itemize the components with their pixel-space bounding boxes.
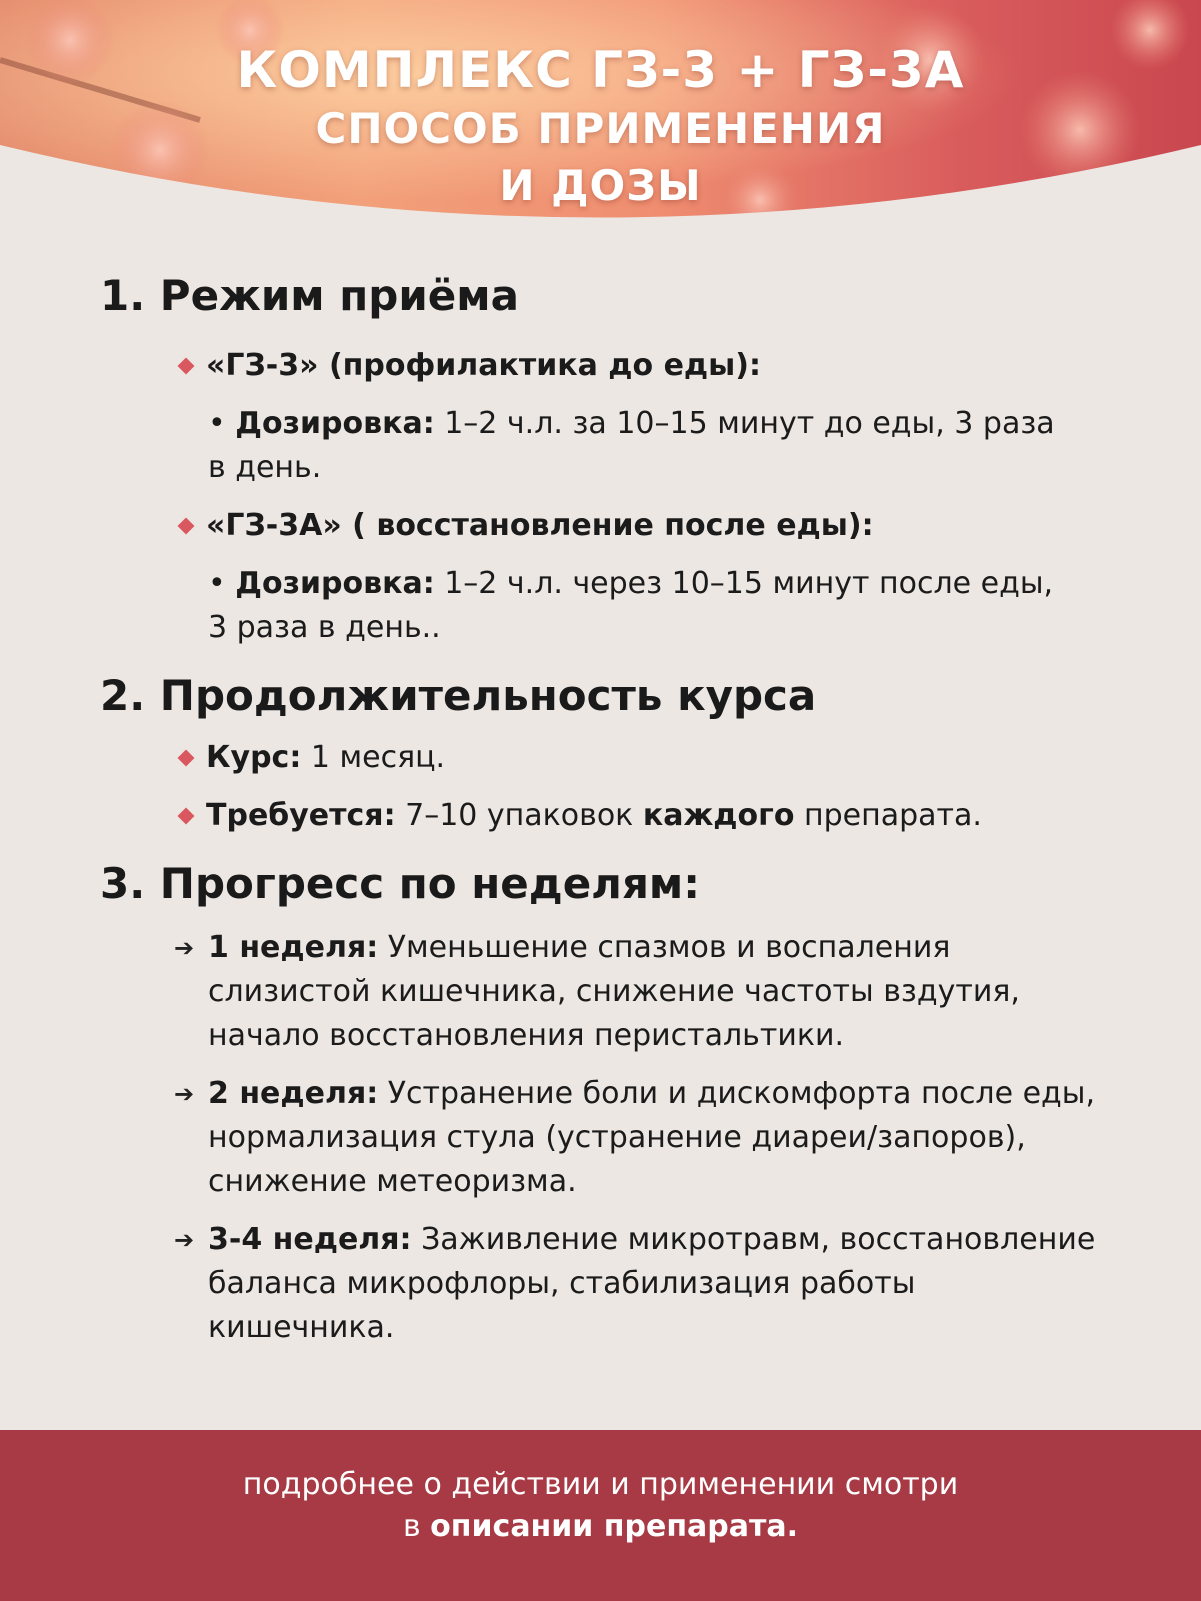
week-label: 3-4 неделя:	[208, 1222, 412, 1257]
dose-value: 1–2 ч.л. за 10–15 минут до еды, 3 раза в день.	[208, 406, 1055, 485]
bullet: •	[208, 566, 236, 601]
required-value: 7–10 упаковок	[395, 798, 643, 833]
course-label: Курс:	[206, 740, 302, 775]
list-item	[174, 504, 1100, 548]
week-description: Заживление микротравм, восстановление баланса микрофлоры, стабилизация работы кишечника.	[208, 1222, 1096, 1345]
dose-label: Дозировка:	[235, 406, 435, 441]
course-text	[206, 736, 1100, 780]
diamond-bullet-icon	[178, 750, 195, 767]
dose-value: 1–2 ч.л. через 10–15 минут после еды, 3 раза в день..	[208, 566, 1054, 645]
diamond-bullet-icon	[178, 358, 195, 375]
required-text	[206, 794, 1100, 838]
diamond-bullet-icon	[178, 518, 195, 535]
arrow-right-icon: ➔	[174, 934, 195, 962]
week-description: Устранение боли и дискомфорта после еды, нормализация стула (устранение диареи/запоров), снижение метеоризма.	[208, 1076, 1096, 1199]
diamond-bullet-icon	[178, 808, 195, 825]
section-heading-duration: 2. Продолжительность курса	[100, 671, 817, 720]
page-title	[0, 40, 1201, 214]
week-item	[174, 1218, 1100, 1350]
section-heading-progress: 3. Прогресс по неделям:	[100, 859, 701, 908]
week-text	[208, 1072, 1100, 1204]
week-label: 1 неделя:	[208, 930, 379, 965]
title-line-1: КОМПЛЕКС ГЗ-3 + ГЗ-3А	[236, 41, 965, 99]
course-value: 1 месяц.	[301, 740, 446, 775]
week-label: 2 неделя:	[208, 1076, 379, 1111]
week-item	[174, 926, 1100, 1058]
dosage-text	[208, 402, 1068, 490]
arrow-right-icon: ➔	[174, 1226, 195, 1254]
footer-line-2	[0, 1506, 1201, 1548]
footer-line-1: подробнее о действии и применении смотри	[242, 1467, 959, 1502]
week-item	[174, 1072, 1100, 1204]
arrow-right-icon: ➔	[174, 1080, 195, 1108]
week-description: Уменьшение спазмов и воспаления слизистой кишечника, снижение частоты вздутия, начало восстановления перистальтики.	[208, 930, 1020, 1053]
section-heading-regimen: 1. Режим приёма	[100, 271, 519, 320]
required-label: Требуется:	[206, 798, 396, 833]
footer-banner	[0, 1430, 1201, 1601]
required-suffix: препарата.	[794, 798, 982, 833]
list-item	[174, 794, 1100, 838]
header-banner	[0, 0, 1201, 250]
list-item	[174, 736, 1100, 780]
footer-prefix: в	[402, 1509, 431, 1544]
bullet: •	[208, 406, 236, 441]
title-line-2: СПОСОБ ПРИМЕНЕНИЯ	[315, 104, 886, 153]
title-line-3: И ДОЗЫ	[499, 161, 702, 210]
footer-link-text: описании препарата.	[430, 1509, 799, 1544]
main-content	[100, 268, 1100, 1350]
week-text	[208, 926, 1100, 1058]
item-title: «ГЗ-3А» ( восстановление после еды):	[206, 508, 874, 543]
dosage-text	[208, 562, 1068, 650]
item-title: «ГЗ-3» (профилактика до еды):	[206, 348, 761, 383]
dose-label: Дозировка:	[235, 566, 435, 601]
required-emphasis: каждого	[642, 798, 795, 833]
week-text	[208, 1218, 1100, 1350]
list-item	[174, 344, 1100, 388]
